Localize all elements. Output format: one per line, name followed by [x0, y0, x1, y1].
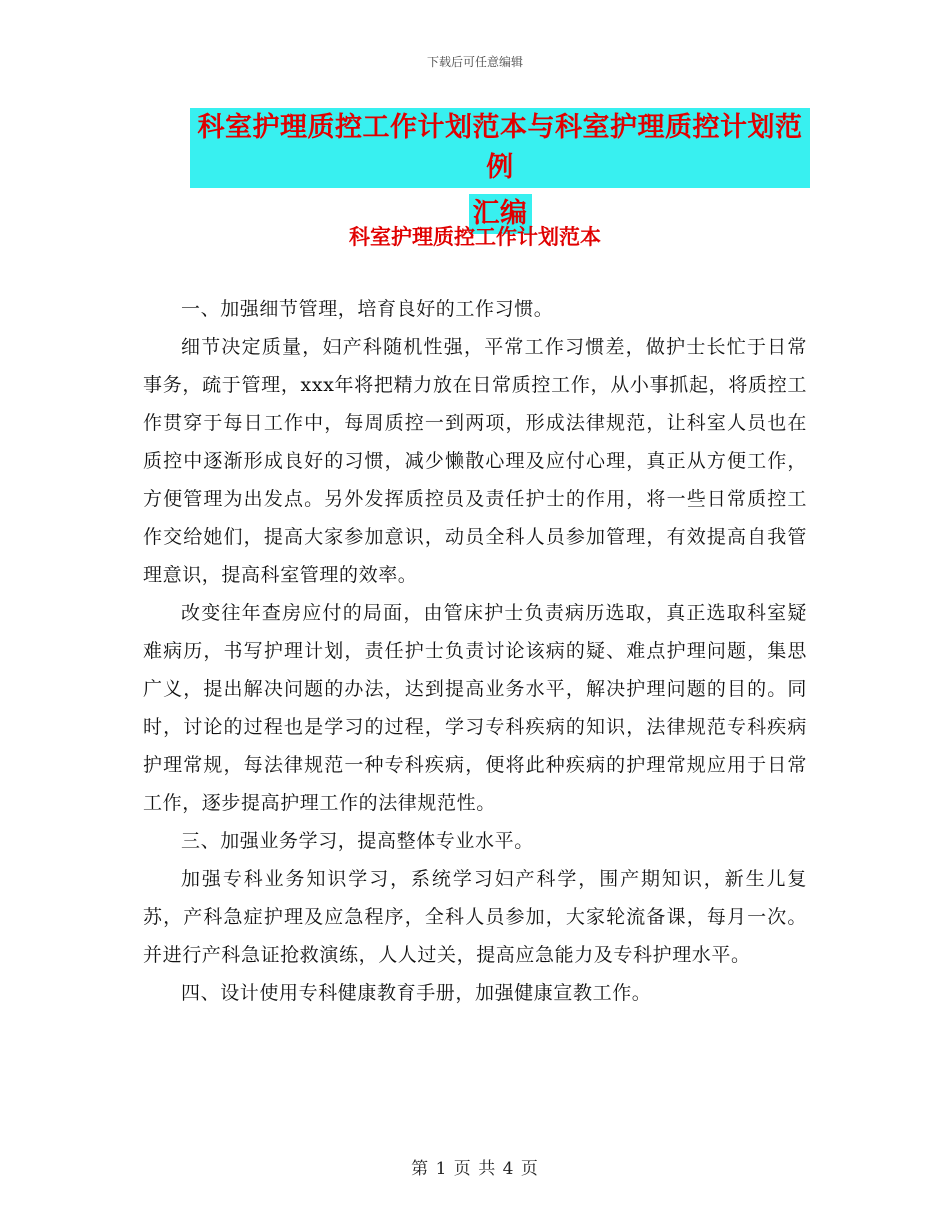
body-paragraph: 三、加强业务学习，提高整体专业水平。: [181, 830, 534, 852]
section-title: 科室护理质控工作计划范本: [349, 224, 601, 249]
document-body: [143, 290, 807, 1012]
body-paragraph: 四、设计使用专科健康教育手册，加强健康宣教工作。: [181, 982, 652, 1004]
title-line-1: 科室护理质控工作计划范本与科室护理质控计划范例: [190, 108, 810, 188]
header-note: 下载后可任意编辑: [426, 55, 523, 69]
title-line-2: 汇编: [469, 194, 532, 234]
body-paragraph: 改变往年查房应付的局面，由管床护士负责病历选取，真正选取科室疑难病历，书写护理计划，责任护士负责讨论该病的疑、难点护理问题，集思广义，提出解决问题的办法，达到提高业务水平，解决护理问题的目的。同时，讨论的过程也是学习的过程，学习专科疾病的知识，法律规范专科疾病护理常规，每法律规范一种专科疾病，便将此种疾病的护理常规应用于日常工作，逐步提高护理工作的法律规范性。: [143, 602, 807, 814]
body-paragraph: 细节决定质量，妇产科随机性强，平常工作习惯差，做护士长忙于日常事务，疏于管理，xxx年将把精力放在日常质控工作，从小事抓起，将质控工作贯穿于每日工作中，每周质控一到两项，形成法律规范，让科室人员也在质控中逐渐形成良好的习惯，减少懒散心理及应付心理，真正从方便工作，方便管理为出发点。另外发挥质控员及责任护士的作用，将一些日常质控工作交给她们，提高大家参加意识，动员全科人员参加管理，有效提高自我管理意识，提高科室管理的效率。: [143, 336, 807, 586]
page-indicator: 第 1 页 共 4 页: [411, 1159, 539, 1179]
body-paragraph: 一、加强细节管理，培育良好的工作习惯。: [181, 298, 554, 320]
body-paragraph: 加强专科业务知识学习，系统学习妇产科学，围产期知识，新生儿复苏，产科急症护理及应急程序，全科人员参加，大家轮流备课，每月一次。并进行产科急证抢救演练，人人过关，提高应急能力及专科护理水平。: [143, 868, 807, 966]
document-title: [190, 108, 810, 234]
